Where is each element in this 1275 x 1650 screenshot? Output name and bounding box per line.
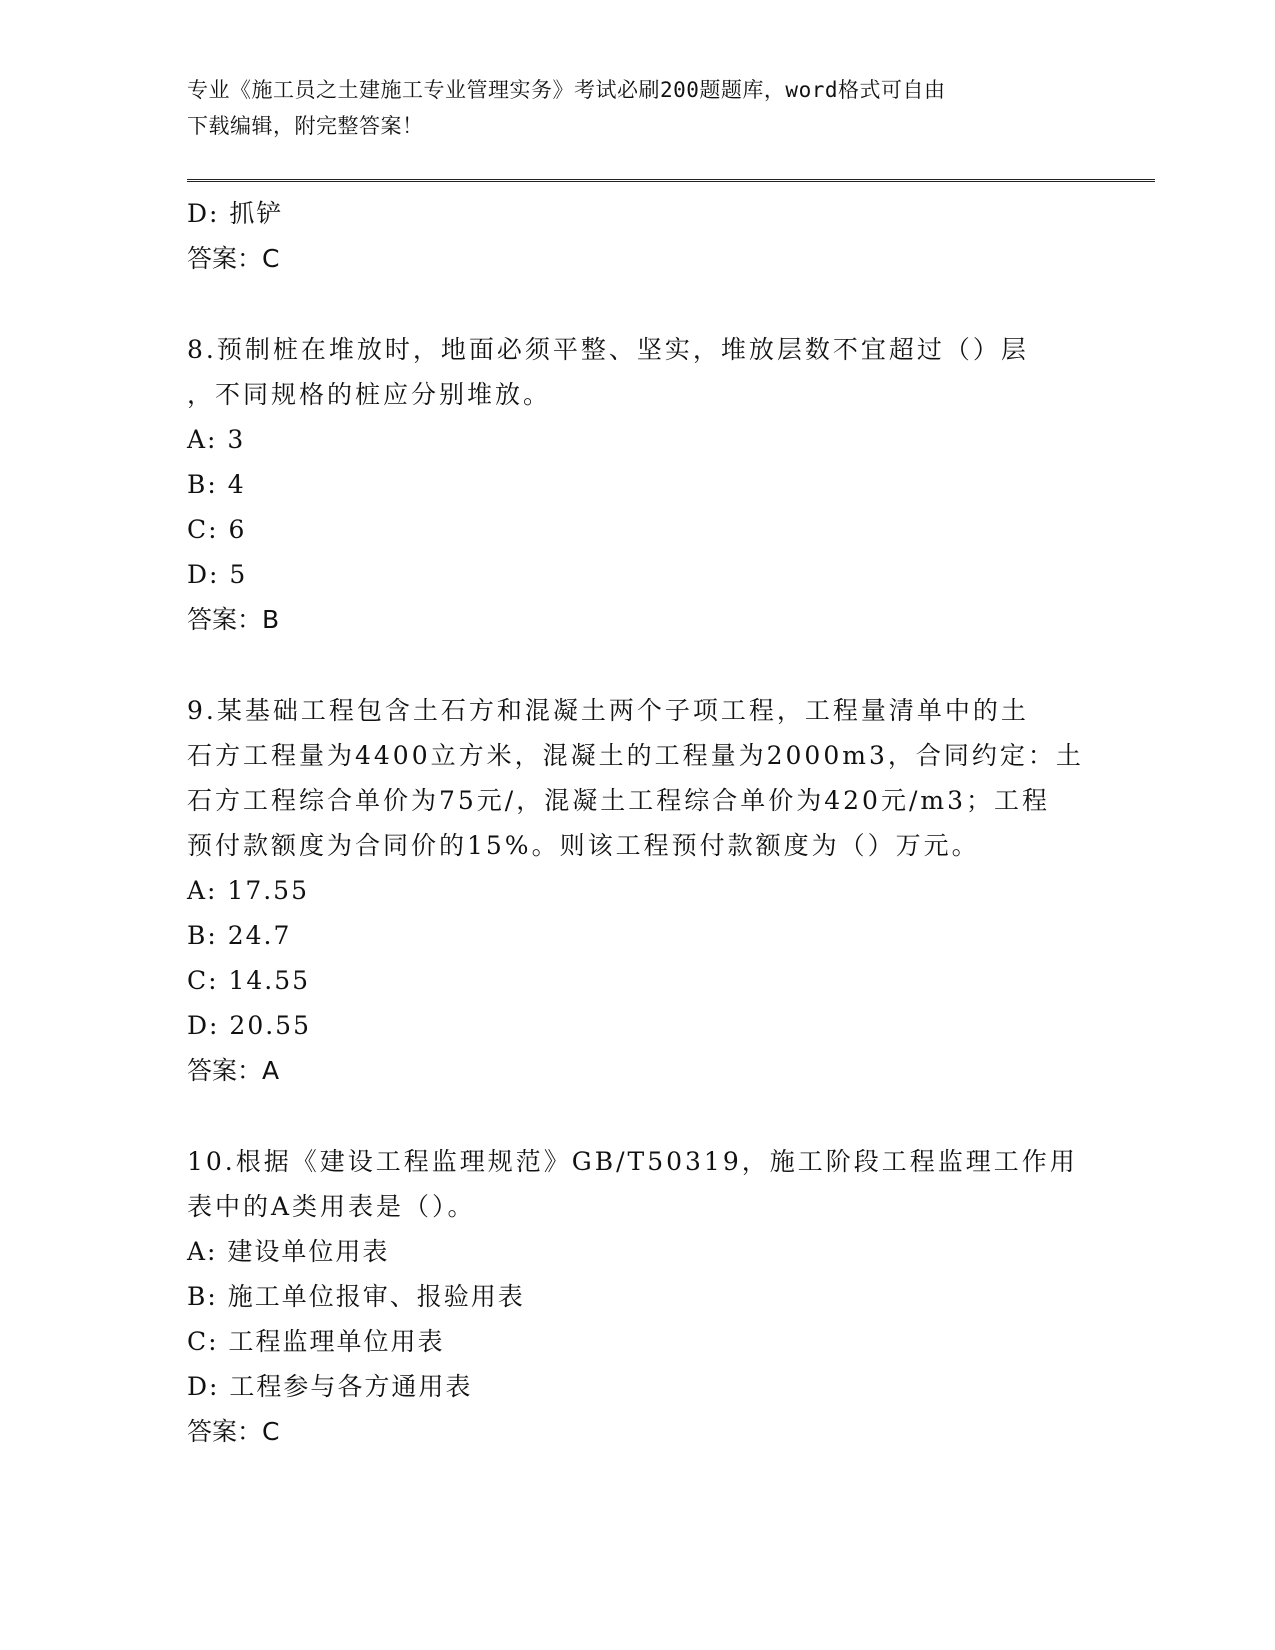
question-stem-line: 9.某基础工程包含土石方和混凝土两个子项工程，工程量清单中的土 [187, 696, 1029, 725]
question-stem-line: 10.根据《建设工程监理规范》GB/T50319，施工阶段工程监理工作用 [187, 1147, 1078, 1176]
option-d: D: 20.55 [187, 1011, 311, 1040]
answer-line: 答案：A [187, 1056, 280, 1085]
answer-line: 答案：C [187, 1417, 280, 1446]
question-10 [187, 1139, 1087, 1454]
answer-line: 答案：B [187, 605, 280, 634]
header-title-line-1: 专业《施工员之土建施工专业管理实务》考试必刷200题题库，word格式可自由 [187, 78, 946, 102]
question-list [187, 191, 1087, 1454]
question-stem-line: 预付款额度为合同价的15%。则该工程预付款额度为（）万元。 [187, 831, 980, 860]
option-d: D: 工程参与各方通用表 [187, 1372, 473, 1401]
header-title-line-2: 下载编辑，附完整答案！ [187, 114, 424, 138]
option-b: B: 施工单位报审、报验用表 [187, 1282, 525, 1311]
question-stem-line: ，不同规格的桩应分别堆放。 [187, 380, 552, 409]
question-stem-line: 8.预制桩在堆放时，地面必须平整、坚实，堆放层数不宜超过（）层 [187, 335, 1029, 364]
option-a: A: 17.55 [187, 876, 309, 905]
question-stem-line: 石方工程量为4400立方米，混凝土的工程量为2000m3，合同约定：土 [187, 741, 1084, 770]
option-b: B: 24.7 [187, 921, 292, 950]
answer-line: 答案：C [187, 244, 280, 273]
option-b: B: 4 [187, 470, 246, 499]
question-stem-line: 石方工程综合单价为75元/，混凝土工程综合单价为420元/m3；工程 [187, 786, 1050, 815]
previous-question-tail [187, 191, 1087, 281]
question-8 [187, 327, 1087, 642]
option-c: C: 工程监理单位用表 [187, 1327, 445, 1356]
document-header [187, 72, 1087, 144]
option-d: D: 抓铲 [187, 199, 284, 228]
option-a: A: 建设单位用表 [187, 1237, 390, 1266]
option-a: A: 3 [187, 425, 246, 454]
header-divider [187, 179, 1155, 182]
option-c: C: 6 [187, 515, 247, 544]
question-stem-line: 表中的A类用表是（）。 [187, 1192, 476, 1221]
option-c: C: 14.55 [187, 966, 311, 995]
option-d: D: 5 [187, 560, 248, 589]
question-9 [187, 688, 1087, 1093]
